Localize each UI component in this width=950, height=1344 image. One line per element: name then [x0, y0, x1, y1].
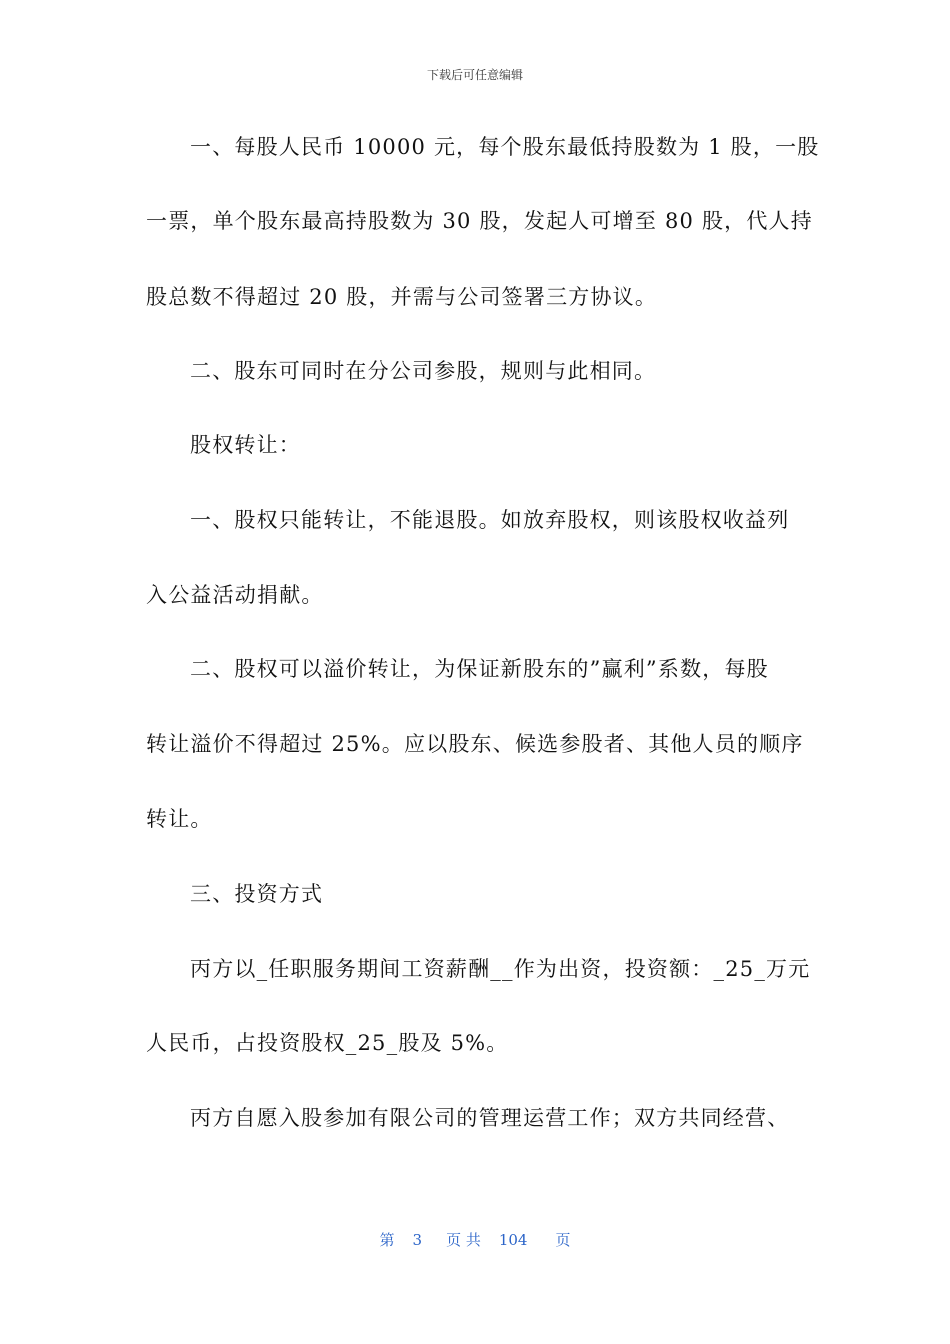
paragraph-line: 丙方以_任职服务期间工资薪酬__作为出资，投资额：_25_万元 [190, 957, 811, 981]
footer-label-page-of: 页 共 [446, 1231, 481, 1249]
paragraph-line: 人民币，占投资股权_25_股及 5%。 [146, 1031, 509, 1055]
paragraph-line: 入公益活动捐献。 [146, 583, 324, 607]
paragraph-line: 一、每股人民币 10000 元，每个股东最低持股数为 1 股，一股 [190, 135, 820, 159]
section-heading: 三、投资方式 [190, 882, 324, 906]
paragraph-line: 转让。 [146, 807, 213, 831]
section-heading: 股权转让： [190, 433, 301, 457]
paragraph-line: 丙方自愿入股参加有限公司的管理运营工作；双方共同经营、 [190, 1106, 790, 1130]
footer-page-number: 3 [412, 1231, 423, 1249]
paragraph-line: 二、股东可同时在分公司参股，规则与此相同。 [190, 359, 657, 383]
page-footer [0, 1229, 950, 1250]
paragraph-line: 一票，单个股东最高持股数为 30 股，发起人可增至 80 股，代人持 [146, 209, 813, 233]
paragraph-line: 转让溢价不得超过 25%。应以股东、候选参股者、其他人员的顺序 [146, 732, 804, 756]
header-note: 下载后可任意编辑 [426, 68, 523, 82]
footer-total-pages: 104 [498, 1231, 528, 1249]
paragraph-line: 一、股权只能转让，不能退股。如放弃股权，则该股权收益列 [190, 508, 790, 532]
paragraph-line: 股总数不得超过 20 股，并需与公司签署三方协议。 [146, 285, 658, 309]
paragraph-line: 二、股权可以溢价转让，为保证新股东的”赢利”系数，每股 [190, 657, 769, 681]
footer-label-page: 第 [379, 1231, 395, 1249]
footer-label-page-end: 页 [555, 1231, 571, 1249]
